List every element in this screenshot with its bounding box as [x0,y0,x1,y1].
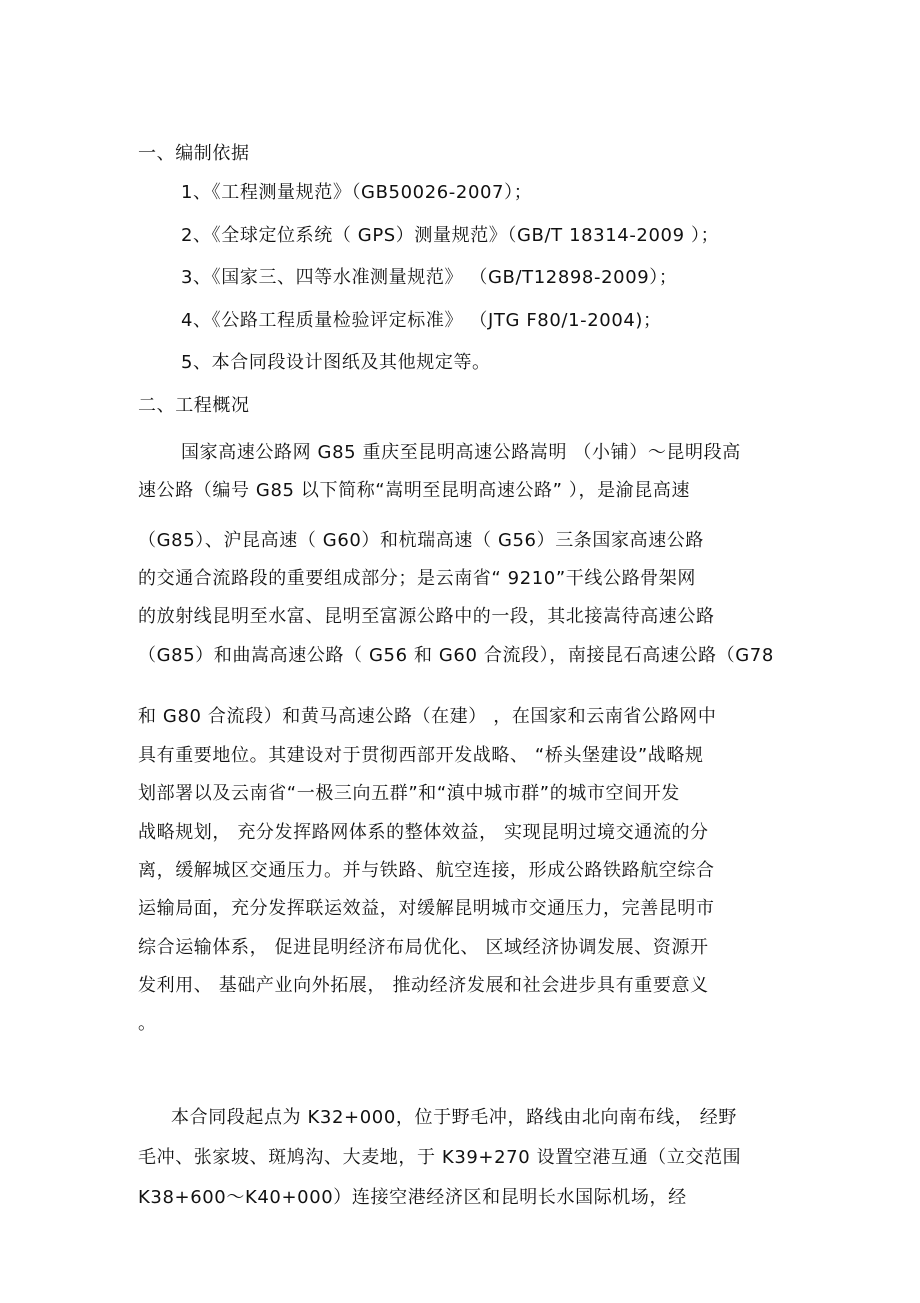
overview-paragraph-line: 运输局面，充分发挥联运效益，对缓解昆明城市交通压力，完善昆明市 [138,898,715,919]
overview-paragraph-line: （G85）、沪昆高速（ G60）和杭瑞高速（ G56）三条国家高速公路 [138,530,704,551]
overview-paragraph-line: 发利用、 基础产业向外拓展， 推动经济发展和社会进步具有重要意义 [138,975,709,996]
overview-paragraph-line: 速公路（编号 G85 以下简称“嵩明至昆明高速公路” ），是渝昆高速 [138,480,691,501]
overview-paragraph-line: 的交通合流路段的重要组成部分；是云南省“ 9210”干线公路骨架网 [138,568,696,589]
basis-item: 5、本合同段设计图纸及其他规定等。 [181,352,491,373]
overview-paragraph-line: （G85）和曲嵩高速公路（ G56 和 G60 合流段），南接昆石高速公路（G78 [138,645,774,666]
overview-paragraph-line: 划部署以及云南省“一极三向五群”和“滇中城市群”的城市空间开发 [138,783,680,804]
basis-item: 3、《国家三、四等水准测量规范》 （GB/T12898-2009）； [181,267,678,288]
scope-paragraph-line: 本合同段起点为 K32+000，位于野毛冲，路线由北向南布线， 经野 [171,1107,737,1128]
overview-paragraph-line: 战略规划， 充分发挥路网体系的整体效益， 实现昆明过境交通流的分 [138,822,709,843]
overview-paragraph-line: 国家高速公路网 G85 重庆至昆明高速公路嵩明 （小铺）～昆明段高 [181,442,741,463]
basis-item: 4、《公路工程质量检验评定标准》 （JTG F80/1-2004)； [181,310,662,331]
basis-item: 2、《全球定位系统（ GPS）测量规范》（GB/T 18314-2009 ）； [181,225,720,246]
overview-paragraph-line: 和 G80 合流段）和黄马高速公路（在建） ，在国家和云南省公路网中 [138,706,717,727]
scope-paragraph-line: K38+600～K40+000）连接空港经济区和昆明长水国际机场，经 [138,1187,687,1208]
scope-paragraph-line: 毛冲、张家坡、斑鸠沟、大麦地，于 K39+270 设置空港互通（立交范围 [138,1147,742,1168]
overview-paragraph-line: 具有重要地位。其建设对于贯彻西部开发战略、 “桥头堡建设”战略规 [138,745,704,766]
overview-paragraph-line: 离，缓解城区交通压力。并与铁路、航空连接，形成公路铁路航空综合 [138,860,715,881]
overview-paragraph-line: 的放射线昆明至水富、昆明至富源公路中的一段，其北接嵩待高速公路 [138,606,715,627]
overview-paragraph-line: 综合运输体系， 促进昆明经济布局优化、 区域经济协调发展、资源开 [138,937,709,958]
section-heading-overview: 二、工程概况 [138,395,250,416]
section-heading-basis: 一、编制依据 [138,143,250,164]
basis-item: 1、《工程测量规范》（GB50026-2007）； [181,182,533,203]
overview-paragraph-line: 。 [138,1013,157,1034]
